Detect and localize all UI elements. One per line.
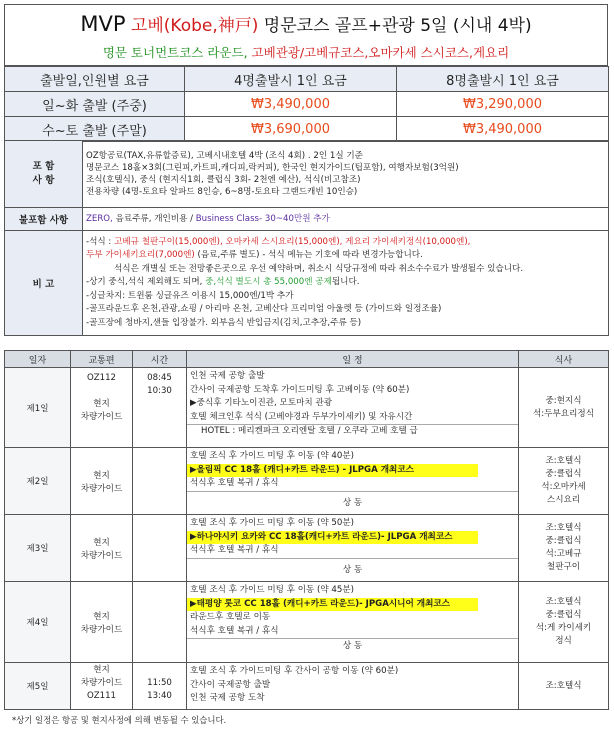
subtitle-green: 명문 토너먼트코스 라운드,: [102, 45, 248, 60]
itinerary-hotel-same: 상 동: [342, 497, 363, 508]
time-line: 11:50: [147, 678, 172, 688]
transport-line: 차량가이드: [80, 678, 123, 688]
schedule-day-row: [5, 663, 609, 710]
meal-cell: [519, 582, 609, 663]
remarks-line: [86, 276, 605, 290]
time-cell: [133, 663, 187, 710]
schedule-day-row: [5, 368, 609, 448]
remarks-text: 됩니다.: [331, 277, 360, 288]
meal-line: 정식: [555, 636, 572, 646]
transport-line: 현지: [93, 538, 110, 548]
title-kobe: 고베(Kobe,神戸): [130, 16, 259, 36]
remarks-text: -석식 :: [86, 236, 115, 247]
schedule-table: [4, 350, 609, 710]
remarks-text: -상기 중식,석식 제외해도 되며,: [86, 277, 203, 288]
meal-cell: [519, 448, 609, 515]
remarks-deduction: 중,석식 별도시 총 55,000엔 공제: [205, 277, 332, 288]
price-4pax: ₩3,490,000: [185, 92, 397, 117]
remarks-row: [5, 231, 609, 336]
pricing-table: [4, 66, 609, 142]
title-mvp: MVP: [80, 12, 126, 36]
sub-title: [5, 43, 607, 61]
meal-line: 중:현지식: [545, 395, 582, 406]
schedule-day-row: [5, 448, 609, 515]
footnote: *상기 일정은 항공 및 현지사정에 의해 변동될 수 있습니다.: [12, 715, 227, 725]
pricing-row: [5, 117, 609, 142]
itinerary-item: 간사이 국제공항 출발: [190, 679, 271, 690]
price-8pax: ₩3,290,000: [397, 92, 609, 117]
excluded-label: 불포함 사항: [5, 208, 83, 231]
itinerary-hotel: HOTEL : 메리켄파크 오리엔탈 호텔 / 오쿠라 고베 호텔 급: [201, 426, 418, 436]
included-label: 포 함 사 항: [5, 141, 83, 208]
remarks-line: -싱글차지: 트윈룸 싱글유즈 이용시 15,000엔/1박 추가: [86, 290, 294, 301]
itinerary-item: ▶중식후 기타노이진관, 모토마치 관광: [190, 398, 333, 408]
itinerary-item: 호텔 조식 후 가이드미팅 후 간사이 공항 이동 (약 60분): [190, 666, 399, 676]
time-cell: [133, 448, 187, 515]
meal-line: 중:클럽식: [545, 610, 582, 620]
meal-line: 중:클럽식: [545, 536, 582, 546]
schedule-header: 시간: [133, 351, 187, 368]
remarks-dinner-options: 고베규 철판구이(15,000엔), 오마카세 스시요리(15,000엔), 게요리 가이세키정식(10,000엔),: [114, 236, 471, 247]
included-body: [83, 141, 609, 208]
itinerary-item: 호텔 조식 후 가이드 미팅 후 이동 (약 40분): [190, 451, 355, 461]
itinerary-golf-course: ▶올림픽 CC 18홀 (캐디+카트 라운드) - JLPGA 개최코스: [187, 464, 478, 478]
transport-line: 차량가이드: [80, 484, 123, 494]
transport-cell: [71, 663, 133, 710]
pricing-header: 출발일,인원별 요금: [5, 67, 185, 92]
remarks-line: 석식은 개별실 또는 전망좋은곳으로 우선 예약하며, 취소시 식당규정에 따라 취소수수료가 발생될수 있습니다.: [114, 263, 524, 274]
meal-line: 스시요리: [546, 495, 581, 505]
pricing-header: 8명출발시 1인 요금: [397, 67, 609, 92]
schedule-header: 식사: [519, 351, 609, 368]
schedule-header: 일자: [5, 351, 71, 368]
itinerary-item: 호텔 체크인후 석식 (고베야경과 두부가이세키) 및 자유시간: [187, 411, 518, 426]
transport-line: 차량가이드: [80, 412, 123, 422]
transport-line: 현지: [93, 399, 110, 409]
subtitle-red: 고베관광/고베규코스,오마카세 스시코스,게요리: [251, 45, 510, 60]
transport-line: 현지: [93, 665, 110, 675]
itinerary-item: 간사이 국제공항 도착후 가이드미팅 후 고베이동 (약 60분): [190, 384, 410, 395]
meal-line: 조:호텔식: [545, 680, 582, 691]
remarks-dinner-tofu: 두부 가이세키요리(7,000엔): [86, 250, 195, 261]
itinerary-item: 석식후 호텔 복귀 / 휴식: [187, 625, 518, 640]
itinerary-item: 호텔 조식 후 가이드 미팅 후 이동 (약 45분): [190, 585, 355, 595]
excluded-text: 음료주류, 개인비용 /: [115, 214, 194, 224]
remarks-label: 비 고: [5, 231, 83, 336]
meal-line: 석:고베규: [545, 549, 582, 559]
time-cell: [133, 515, 187, 582]
remarks-line: [86, 236, 605, 250]
itinerary-cell: [187, 448, 519, 515]
transport-line: OZ111: [86, 691, 117, 701]
transport-line: 현지: [93, 612, 110, 622]
time-line: 10:30: [147, 386, 172, 396]
itinerary-cell: [187, 582, 519, 663]
transport-line: 현지: [93, 471, 110, 481]
price-8pax: ₩3,490,000: [397, 117, 609, 142]
meal-line: 중:클럽식: [545, 469, 582, 479]
schedule-day-row: [5, 582, 609, 663]
schedule-header-row: [5, 351, 609, 368]
transport-line: [71, 385, 132, 398]
itinerary-cell: [187, 515, 519, 582]
schedule-header: 교통편: [71, 351, 133, 368]
pricing-row: [5, 92, 609, 117]
day-label: 제4일: [5, 582, 71, 663]
itinerary-golf-course: ▶하나야시키 요카와 CC 18홀(캐디+카트 라운드)- JLPGA 개최코스: [187, 531, 478, 545]
schedule-day-row: [5, 515, 609, 582]
time-line: 08:45: [147, 373, 172, 383]
pricing-row-label: 수~토 출발 (주말): [5, 117, 185, 142]
itinerary-item: 호텔 조식 후 가이드 미팅 후 이동 (약 50분): [190, 518, 355, 528]
transport-cell: [71, 448, 133, 515]
title-rest: 명문코스 골프+관광 5일 (시내 4박): [263, 16, 532, 36]
meal-cell: [519, 515, 609, 582]
included-row: [5, 141, 609, 208]
day-label: 제1일: [5, 368, 71, 448]
itinerary-hotel-same: 상 동: [342, 641, 363, 651]
meal-line: 석:두부요리정식: [532, 408, 594, 419]
time-line: 13:40: [147, 691, 172, 701]
main-title: [5, 11, 607, 36]
meal-cell: [519, 368, 609, 448]
itinerary-cell: [187, 368, 519, 448]
remarks-line: -골프라운드후 온천,관광,쇼핑 / 아리마 온천, 고베산다 프리미엄 아울렛 등 (가이드와 일정조율): [86, 304, 442, 315]
transport-cell: [71, 368, 133, 448]
time-line: [133, 664, 186, 677]
itinerary-item: 인천 국제 공항 도착: [190, 693, 265, 703]
itinerary-hotel-same: 상 동: [342, 564, 363, 575]
transport-cell: [71, 515, 133, 582]
remarks-line: [86, 249, 605, 263]
day-label: 제2일: [5, 448, 71, 515]
meal-line: 석:오마카세: [541, 482, 586, 492]
excluded-zero: ZERO,: [86, 214, 113, 224]
meal-line: 조:호텔식: [545, 456, 582, 466]
itinerary-item: 라운드후 호텔로 이동: [190, 612, 271, 622]
remarks-body: [83, 231, 609, 336]
meal-line: 조:호텔식: [545, 597, 582, 607]
itinerary-item: 석식후 호텔 복귀 / 휴식: [187, 477, 518, 492]
itinerary-golf-course: ▶태평양 롯코 CC 18홀 (캐디+카트 라운드)- JPGA시니어 개최코스: [187, 598, 478, 612]
excluded-row: [5, 208, 609, 231]
pricing-header: 4명출발시 1인 요금: [185, 67, 397, 92]
day-label: 제5일: [5, 663, 71, 710]
day-label: 제3일: [5, 515, 71, 582]
meal-line: 조:호텔식: [545, 523, 582, 533]
itinerary-cell: [187, 663, 519, 710]
itinerary-item: 인천 국제 공항 출발: [190, 371, 265, 381]
time-cell: [133, 368, 187, 448]
included-line: 전용차량 (4명-토요타 알파드 8인승, 6~8명-토요타 그랜드캐빈 10인승): [86, 187, 358, 197]
meal-line: 철판구이: [546, 562, 581, 572]
transport-line: 차량가이드: [80, 625, 123, 635]
title-box: [4, 4, 608, 66]
transport-cell: [71, 582, 133, 663]
itinerary-item: 석식후 호텔 복귀 / 휴식: [187, 544, 518, 559]
time-cell: [133, 582, 187, 663]
transport-line: 차량가이드: [80, 551, 123, 561]
schedule-header: 일 정: [187, 351, 519, 368]
meal-cell: [519, 663, 609, 710]
pricing-row-label: 일~화 출발 (주중): [5, 92, 185, 117]
info-table: [4, 140, 609, 336]
excluded-body: [83, 208, 609, 231]
pricing-header-row: [5, 67, 609, 92]
remarks-line: -골프장에 청바지,샌들 입장불가. 외부음식 반입금지(김치,고추장,주류 등): [86, 317, 362, 328]
transport-line: OZ112: [86, 373, 117, 383]
price-4pax: ₩3,690,000: [185, 117, 397, 142]
remarks-text: (음료,주류 별도) - 석식 메뉴는 기호에 따라 변경가능합니다.: [197, 250, 423, 261]
meal-line: 석:게 카이세키: [535, 623, 592, 633]
included-line: 조식(호텔식), 중식 (현지식1회, 클럽식 3회- 2천엔 예산), 석식(비고참조): [86, 175, 361, 185]
included-line: 명문코스 18홀×3회(그린피,카트피,캐디피,락커피), 한국인 현지가이드(팁포함), 여행자보험(3억원): [86, 163, 459, 173]
included-line: OZ항공료(TAX,유류할증료), 고베시내호텔 4박 (조식 4회) . 2인 1실 기준: [86, 151, 363, 161]
excluded-business: Business Class- 30~40만원 추가: [195, 214, 330, 224]
